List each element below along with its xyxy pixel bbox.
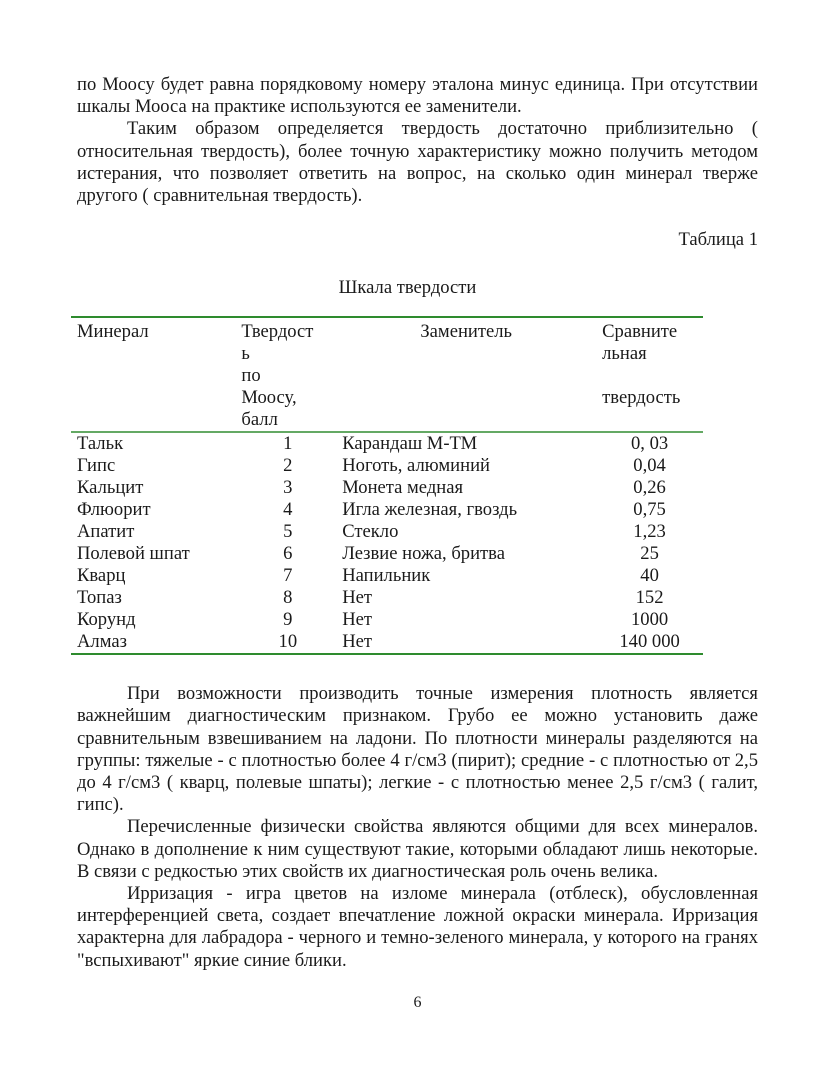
header-mineral: Минерал: [77, 321, 149, 343]
table-row: [71, 565, 703, 587]
table-row: [71, 432, 703, 455]
hardness-scale-table: [71, 316, 703, 655]
paragraph-density: При возможности производить точные измерения плотность является важнейшим диагностическим признаком. Грубо ее можно установить даже сравнительным взвешиванием на ладони. По плотности минералы разделяются на группы: тяжелые - с плотностью более 4 г/см3 (пирит); средние - с плотностью от 2,5 до 4 г/см3 ( кварц, полевые шпаты); легкие - с плотностью менее 2,5 г/см3 ( галит, гипс).: [77, 683, 758, 816]
document-page: [77, 74, 758, 972]
cell-hardness: 1: [283, 433, 293, 455]
table-row: [71, 609, 703, 631]
cell-mineral: Корунд: [77, 609, 136, 631]
cell-relative: 0,26: [633, 477, 666, 499]
table-header-row: [71, 317, 703, 432]
cell-hardness: 10: [278, 631, 298, 653]
cell-mineral: Кварц: [77, 565, 126, 587]
table-row: [71, 499, 703, 521]
cell-mineral: Полевой шпат: [77, 543, 190, 565]
table-label: Таблица 1: [678, 229, 758, 251]
header-hardness-line2b: по: [241, 365, 261, 387]
cell-relative: 0,04: [633, 455, 666, 477]
header-relative-line1: Сравните: [602, 321, 678, 343]
cell-substitute: Стекло: [342, 521, 399, 543]
cell-mineral: Гипс: [77, 455, 116, 477]
header-hardness-line3: Моосу,: [241, 387, 297, 409]
cell-substitute: Нет: [342, 609, 373, 631]
cell-hardness: 9: [283, 609, 293, 631]
header-hardness-line4: балл: [241, 409, 278, 431]
cell-substitute: Лезвие ножа, бритва: [342, 543, 505, 565]
cell-relative: 1000: [630, 609, 669, 631]
cell-mineral: Апатит: [77, 521, 135, 543]
paragraph-irrization: Ирризация - игра цветов на изломе минерала (отблеск), обусловленная интерференцией света, создает впечатление ложной окраски минерала. Ирризация характерна для лабрадора - черного и темно-зеленого минерала, у которого на гранях "вспыхивают" яркие синие блики.: [77, 883, 758, 971]
cell-substitute: Нет: [342, 587, 373, 609]
header-relative-spacer: [602, 365, 697, 387]
density-section: [77, 683, 758, 972]
cell-hardness: 4: [283, 499, 293, 521]
cell-mineral: Кальцит: [77, 477, 144, 499]
cell-mineral: Алмаз: [77, 631, 127, 653]
header-hardness-line2: [241, 343, 330, 387]
cell-hardness: 2: [283, 455, 293, 477]
page-number: 6: [413, 994, 422, 1011]
paragraph-moos-scale-end: по Моосу будет равна порядковому номеру эталона минус единица. При отсутствии шкалы Мооса на практике используются ее заменители.: [77, 74, 758, 118]
header-relative-hardness: [596, 317, 703, 432]
table-row: [71, 543, 703, 565]
cell-relative: 40: [640, 565, 659, 587]
table-title: Шкала твердости: [338, 277, 477, 299]
cell-substitute: Игла железная, гвоздь: [342, 499, 518, 521]
paragraph-special-properties: Перечисленные физически свойства являются общими для всех минералов. Однако в дополнение к ним существуют такие, которыми обладают лишь некоторые. В связи с редкостью этих свойств их диагностическая роль очень велика.: [77, 816, 758, 882]
cell-relative: 140 000: [619, 631, 680, 653]
header-hardness-line1: Твердост: [241, 321, 314, 343]
cell-mineral: Флюорит: [77, 499, 151, 521]
cell-relative: 1,23: [633, 521, 666, 543]
cell-substitute: Монета медная: [342, 477, 464, 499]
cell-mineral: Тальк: [77, 433, 124, 455]
header-relative-line2: льная: [602, 343, 647, 365]
cell-substitute: Напильник: [342, 565, 431, 587]
table-row: [71, 521, 703, 543]
cell-relative: 0,75: [633, 499, 666, 521]
cell-substitute: Ноготь, алюминий: [342, 455, 490, 477]
paragraph-relative-hardness: Таким образом определяется твердость достаточно приблизительно ( относительная твердость), более точную характеристику можно получить методом истерания, что позволяет ответить на вопрос, на сколько один минерал тверже другого ( сравнительная твердость).: [77, 118, 758, 207]
cell-substitute: Нет: [342, 631, 373, 653]
table-row: [71, 455, 703, 477]
table-row: [71, 631, 703, 654]
cell-hardness: 5: [283, 521, 293, 543]
table-row: [71, 587, 703, 609]
cell-hardness: 6: [283, 543, 293, 565]
cell-hardness: 7: [283, 565, 293, 587]
cell-relative: 152: [635, 587, 664, 609]
cell-relative: 25: [640, 543, 659, 565]
header-hardness: [235, 317, 336, 432]
header-hardness-line2a: ь: [241, 343, 250, 365]
cell-substitute: Карандаш М-ТМ: [342, 433, 478, 455]
table-row: [71, 477, 703, 499]
cell-hardness: 8: [283, 587, 293, 609]
header-substitute: Заменитель: [420, 321, 512, 343]
cell-mineral: Топаз: [77, 587, 122, 609]
header-relative-line3: твердость: [602, 387, 681, 409]
cell-relative: 0, 03: [630, 433, 669, 455]
cell-hardness: 3: [283, 477, 293, 499]
